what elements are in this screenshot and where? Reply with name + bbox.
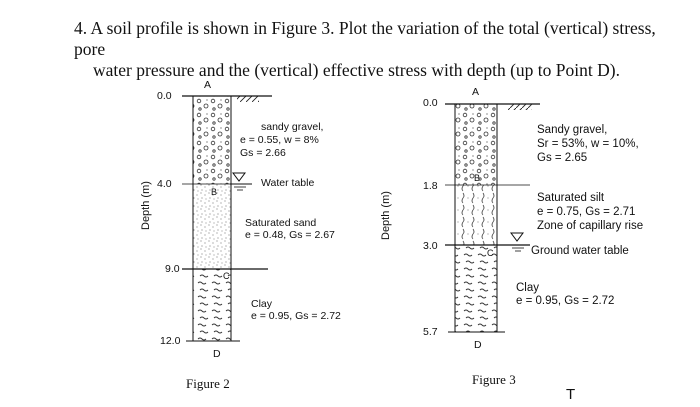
fig2-layer-gravel [193,96,231,184]
fig2-layer3-props1: e = 0.95, Gs = 2.72 [251,310,341,322]
fig2-layer2-props1: e = 0.48, Gs = 2.67 [245,229,335,241]
text-cursor-icon: T [566,386,576,403]
fig2-point-d: D [213,348,221,360]
fig3-point-d: D [474,339,482,351]
fig3-layer3-props1: e = 0.95, Gs = 2.72 [516,295,615,307]
fig2-depth-0: 0.0 [157,90,172,102]
fig2-depth-axis-label: Depth (m) [140,181,152,230]
fig3-layer3-name: Clay [516,282,540,294]
fig3-layer1-props2: Gs = 2.65 [537,152,588,164]
fig3-point-a: A [472,86,480,98]
fig2-point-b: B [211,187,218,197]
fig3-depth-2: 3.0 [423,240,438,252]
fig2-point-a: A [204,79,212,91]
fig3-point-c: C [487,248,494,258]
fig3-caption: Figure 3 [472,372,516,387]
fig2-layer1-props2: Gs = 2.66 [240,147,286,159]
fig2-layer3-name: Clay [251,298,273,310]
fig3-layer-silt [455,185,497,245]
fig3-layer2-name: Saturated silt [537,192,605,204]
fig2-layer1-props1: e = 0.55, w = 8% [240,134,319,146]
question-line-2: water pressure and the (vertical) effective stress with depth (up to Point D). [93,60,620,80]
fig2-caption: Figure 2 [186,376,230,391]
fig3-depth-3: 5.7 [423,326,438,338]
fig3-water-table-icon [509,233,527,251]
fig2-water-table-label: Water table [261,177,315,189]
question-line-1: 4. A soil profile is shown in Figure 3. Plot the variation of the total (vertical) stress, pore [74,18,656,59]
fig3-water-table-label: Ground water table [531,245,629,257]
fig2-depth-1: 4.0 [157,178,172,190]
fig3-layer1-name: Sandy gravel, [537,124,608,136]
fig3-layer2-props2: Zone of capillary rise [537,220,644,232]
fig2-layer1-name: sandy gravel, [261,121,324,133]
fig3-point-b: B [474,173,481,183]
fig2-water-table-icon [230,173,252,190]
fig2-depth-3: 12.0 [160,335,181,347]
fig3-depth-0: 0.0 [423,97,438,109]
fig3-depth-axis-label: Depth (m) [380,191,392,240]
fig3-layer2-props1: e = 0.75, Gs = 2.71 [537,206,636,218]
fig3-layer1-props1: Sr = 53%, w = 10%, [537,138,639,150]
fig2-point-c: C [223,271,230,281]
fig2-depth-2: 9.0 [165,263,180,275]
fig3-depth-1: 1.8 [423,180,438,192]
fig2-layer2-name: Saturated sand [245,217,317,229]
